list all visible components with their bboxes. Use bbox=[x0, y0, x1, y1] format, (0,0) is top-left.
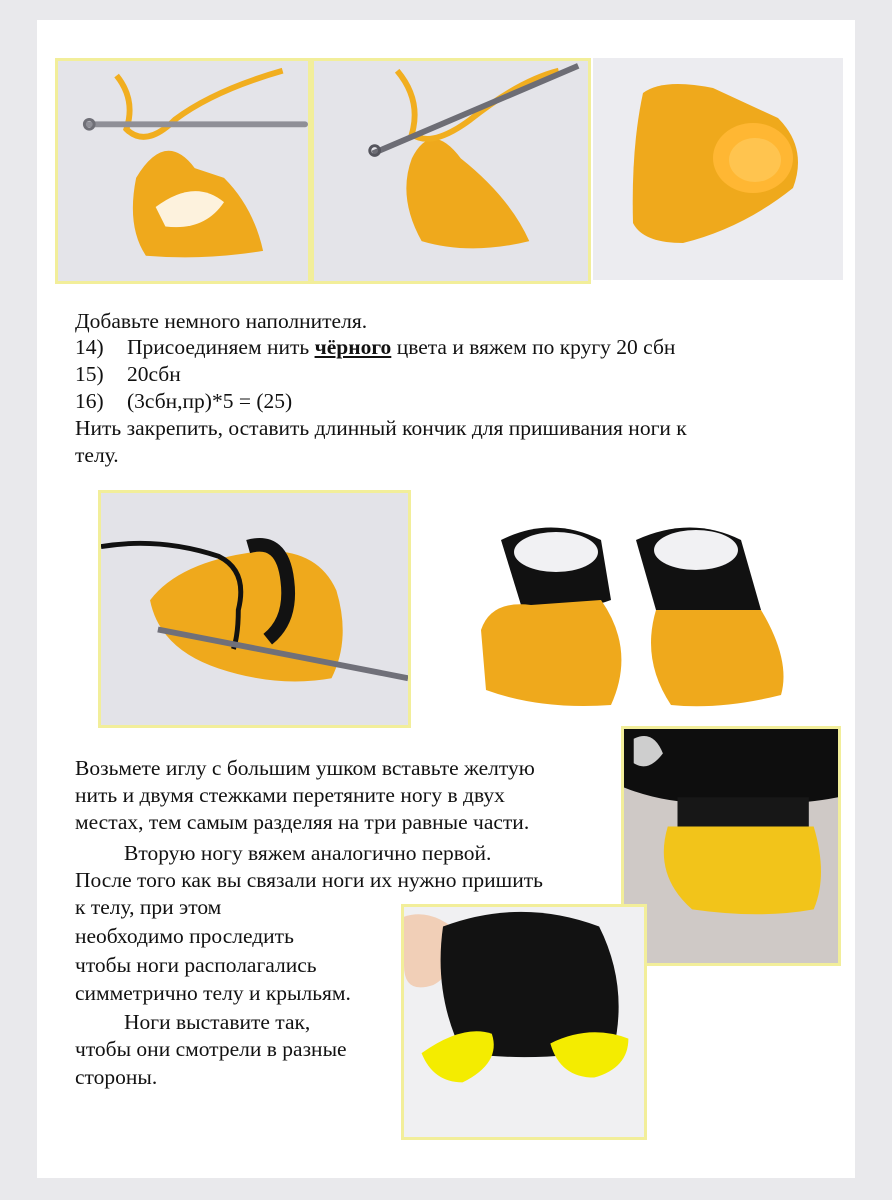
body-line-9: симметрично телу и крыльям. bbox=[75, 981, 351, 1005]
photo-crochet-step-3-image bbox=[593, 58, 843, 280]
body-line-10: Ноги выставите так, bbox=[124, 1010, 311, 1034]
step-text-before: 20сбн bbox=[127, 362, 181, 386]
photo-crochet-step-2 bbox=[311, 58, 591, 284]
body-line-3: местах, тем самым разделяя на три равные части. bbox=[75, 810, 530, 834]
photo-black-yarn-attach bbox=[98, 490, 411, 728]
photo-body-with-legs bbox=[401, 904, 647, 1140]
step-row-16 bbox=[75, 388, 292, 415]
photo-two-legs bbox=[461, 500, 803, 732]
body-line-8: чтобы ноги располагались bbox=[75, 953, 317, 977]
body-line-11: чтобы они смотрели в разные bbox=[75, 1037, 347, 1061]
body-line-7: необходимо проследить bbox=[75, 924, 294, 948]
step-number: 15) bbox=[75, 362, 104, 386]
photo-black-yarn-attach-image bbox=[101, 493, 408, 725]
document-page bbox=[37, 20, 855, 1178]
step-text-highlight: чёрного bbox=[314, 335, 392, 359]
body-line-4: Вторую ногу вяжем аналогично первой. bbox=[124, 841, 492, 865]
step-text-after: цвета и вяжем по кругу 20 сбн bbox=[391, 335, 676, 359]
body-line-12: стороны. bbox=[75, 1065, 158, 1089]
photo-crochet-step-1-image bbox=[58, 61, 308, 281]
closing-line-1: Нить закрепить, оставить длинный кончик для пришивания ноги к bbox=[75, 416, 687, 440]
step-number: 14) bbox=[75, 335, 104, 359]
body-line-1: Возьмете иглу с большим ушком вставьте желтую bbox=[75, 756, 535, 780]
photo-leg-closeup-image bbox=[624, 729, 838, 963]
step-row-15 bbox=[75, 361, 181, 388]
step-number: 16) bbox=[75, 389, 104, 413]
step-row-14 bbox=[75, 334, 675, 361]
photo-crochet-step-2-image bbox=[314, 61, 588, 281]
intro-line: Добавьте немного наполнителя. bbox=[75, 309, 368, 333]
photo-crochet-step-1 bbox=[55, 58, 311, 284]
photo-crochet-step-3 bbox=[593, 58, 843, 280]
closing-line-2: телу. bbox=[75, 443, 119, 467]
step-text-before: (3сбн,пр)*5 = (25) bbox=[127, 389, 293, 413]
step-text-before: Присоединяем нить bbox=[127, 335, 315, 359]
body-line-2: нить и двумя стежками перетяните ногу в двух bbox=[75, 783, 505, 807]
body-line-6: к телу, при этом bbox=[75, 895, 222, 919]
photo-leg-closeup bbox=[621, 726, 841, 966]
body-line-5: После того как вы связали ноги их нужно пришить bbox=[75, 868, 543, 892]
photo-body-with-legs-image bbox=[404, 907, 644, 1137]
photo-two-legs-image bbox=[461, 500, 803, 732]
